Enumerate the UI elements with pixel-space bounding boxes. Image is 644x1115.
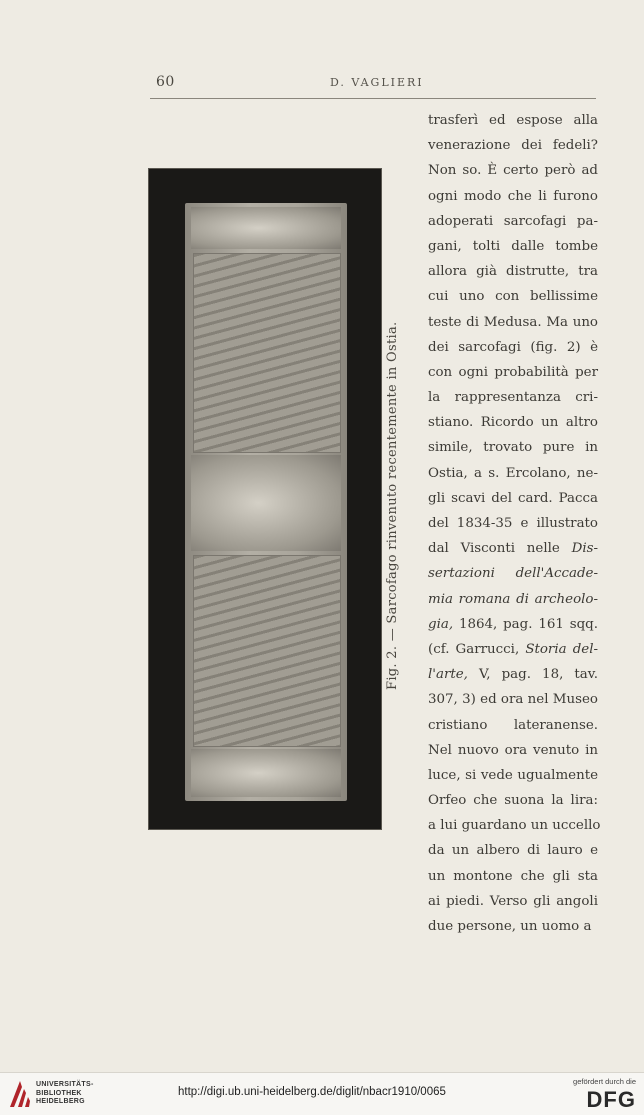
text-line: a lui guardano un uccello bbox=[428, 818, 601, 834]
text-line: allora già distrutte, tra bbox=[428, 264, 598, 280]
text-line: due persone, un uomo a bbox=[428, 919, 592, 934]
text-line: Ostia, a s. Ercolano, ne- bbox=[428, 465, 598, 481]
text-line: con ogni probabilità per bbox=[428, 364, 598, 380]
text-line: un montone che gli sta bbox=[428, 868, 598, 884]
text-line bbox=[428, 536, 598, 561]
text-line bbox=[428, 612, 598, 637]
text-line: del 1834-35 e illustrato bbox=[428, 516, 598, 531]
sarcophagus-relief bbox=[185, 203, 347, 801]
text-segment: dal Visconti nelle bbox=[428, 541, 572, 557]
text-segment: V, pag. 18, tav. bbox=[467, 667, 598, 683]
footer-bar bbox=[0, 1072, 644, 1115]
source-url-link[interactable]: http://digi.ub.uni-heidelberg.de/diglit/nbacr1910/0065 bbox=[178, 1086, 446, 1098]
running-title: D. VAGLIERI bbox=[330, 76, 424, 89]
text-line: gli scavi del card. Pacca bbox=[428, 490, 598, 506]
text-line: adoperati sarcofagi pa- bbox=[428, 213, 598, 229]
italic-segment: Dis- bbox=[571, 541, 598, 557]
text-line: sertazioni dell'Accade- bbox=[428, 566, 598, 582]
dfg-logo: DFG bbox=[586, 1087, 636, 1112]
text-line: venerazione dei fedeli? bbox=[428, 138, 598, 154]
text-line: cui uno con bellissime bbox=[428, 289, 598, 305]
text-line: ogni modo che li furono bbox=[428, 188, 598, 204]
funded-by-label: gefördert durch die bbox=[573, 1077, 636, 1086]
strigilated-panel-bottom bbox=[193, 555, 341, 747]
text-line: Nel nuovo ora venuto in bbox=[428, 742, 598, 758]
text-segment: (cf. Garrucci, bbox=[428, 641, 526, 657]
strigilated-panel-top bbox=[193, 253, 341, 453]
page-number: 60 bbox=[156, 74, 175, 90]
text-line: simile, trovato pure in bbox=[428, 440, 598, 456]
library-name-line: HEIDELBERG bbox=[36, 1098, 85, 1105]
library-name-line: BIBLIOTHEK bbox=[36, 1089, 82, 1097]
italic-segment: Storia del- bbox=[525, 641, 598, 657]
text-line: stiano. Ricordo un altro bbox=[428, 415, 598, 431]
italic-segment: l'arte, bbox=[428, 667, 468, 683]
text-segment: 1864, pag. 161 sqq. bbox=[453, 616, 598, 632]
text-line: Orfeo che suona la lira: bbox=[428, 793, 598, 809]
text-line bbox=[428, 662, 598, 687]
text-line: Non so. È certo però ad bbox=[428, 163, 598, 179]
sarcophagus-photo bbox=[148, 168, 382, 830]
figure-caption: Fig. 2. — Sarcofago rinvenuto recentemente in Ostia. bbox=[385, 321, 400, 690]
text-line: luce, si vede ugualmente bbox=[428, 767, 598, 783]
header-rule bbox=[150, 98, 596, 99]
text-line: cristiano lateranense. bbox=[428, 717, 598, 733]
library-logo-icon bbox=[8, 1079, 32, 1109]
italic-segment: gia, bbox=[428, 616, 454, 632]
library-name-line: UNIVERSITÄTS- bbox=[36, 1081, 94, 1088]
text-line: teste di Medusa. Ma uno bbox=[428, 314, 598, 330]
library-name bbox=[36, 1081, 94, 1107]
text-line: mia romana di archeolo- bbox=[428, 591, 598, 607]
relief-figure-bottom bbox=[191, 749, 341, 797]
text-line: dei sarcofagi (fig. 2) è bbox=[428, 339, 598, 355]
orpheus-scene bbox=[191, 455, 341, 551]
text-line: da un albero di lauro e bbox=[428, 843, 598, 859]
text-line: gani, tolti dalle tombe bbox=[428, 238, 598, 254]
text-line: ai piedi. Verso gli angoli bbox=[428, 893, 598, 909]
text-block-2 bbox=[428, 687, 601, 939]
body-text bbox=[428, 108, 601, 939]
text-line: trasferì ed espose alla bbox=[428, 113, 598, 128]
text-line bbox=[428, 637, 598, 662]
text-line: la rappresentanza cri- bbox=[428, 390, 598, 406]
text-line: 307, 3) ed ora nel Museo bbox=[428, 692, 598, 708]
relief-figure-top bbox=[191, 207, 341, 249]
text-block-1 bbox=[428, 108, 598, 536]
